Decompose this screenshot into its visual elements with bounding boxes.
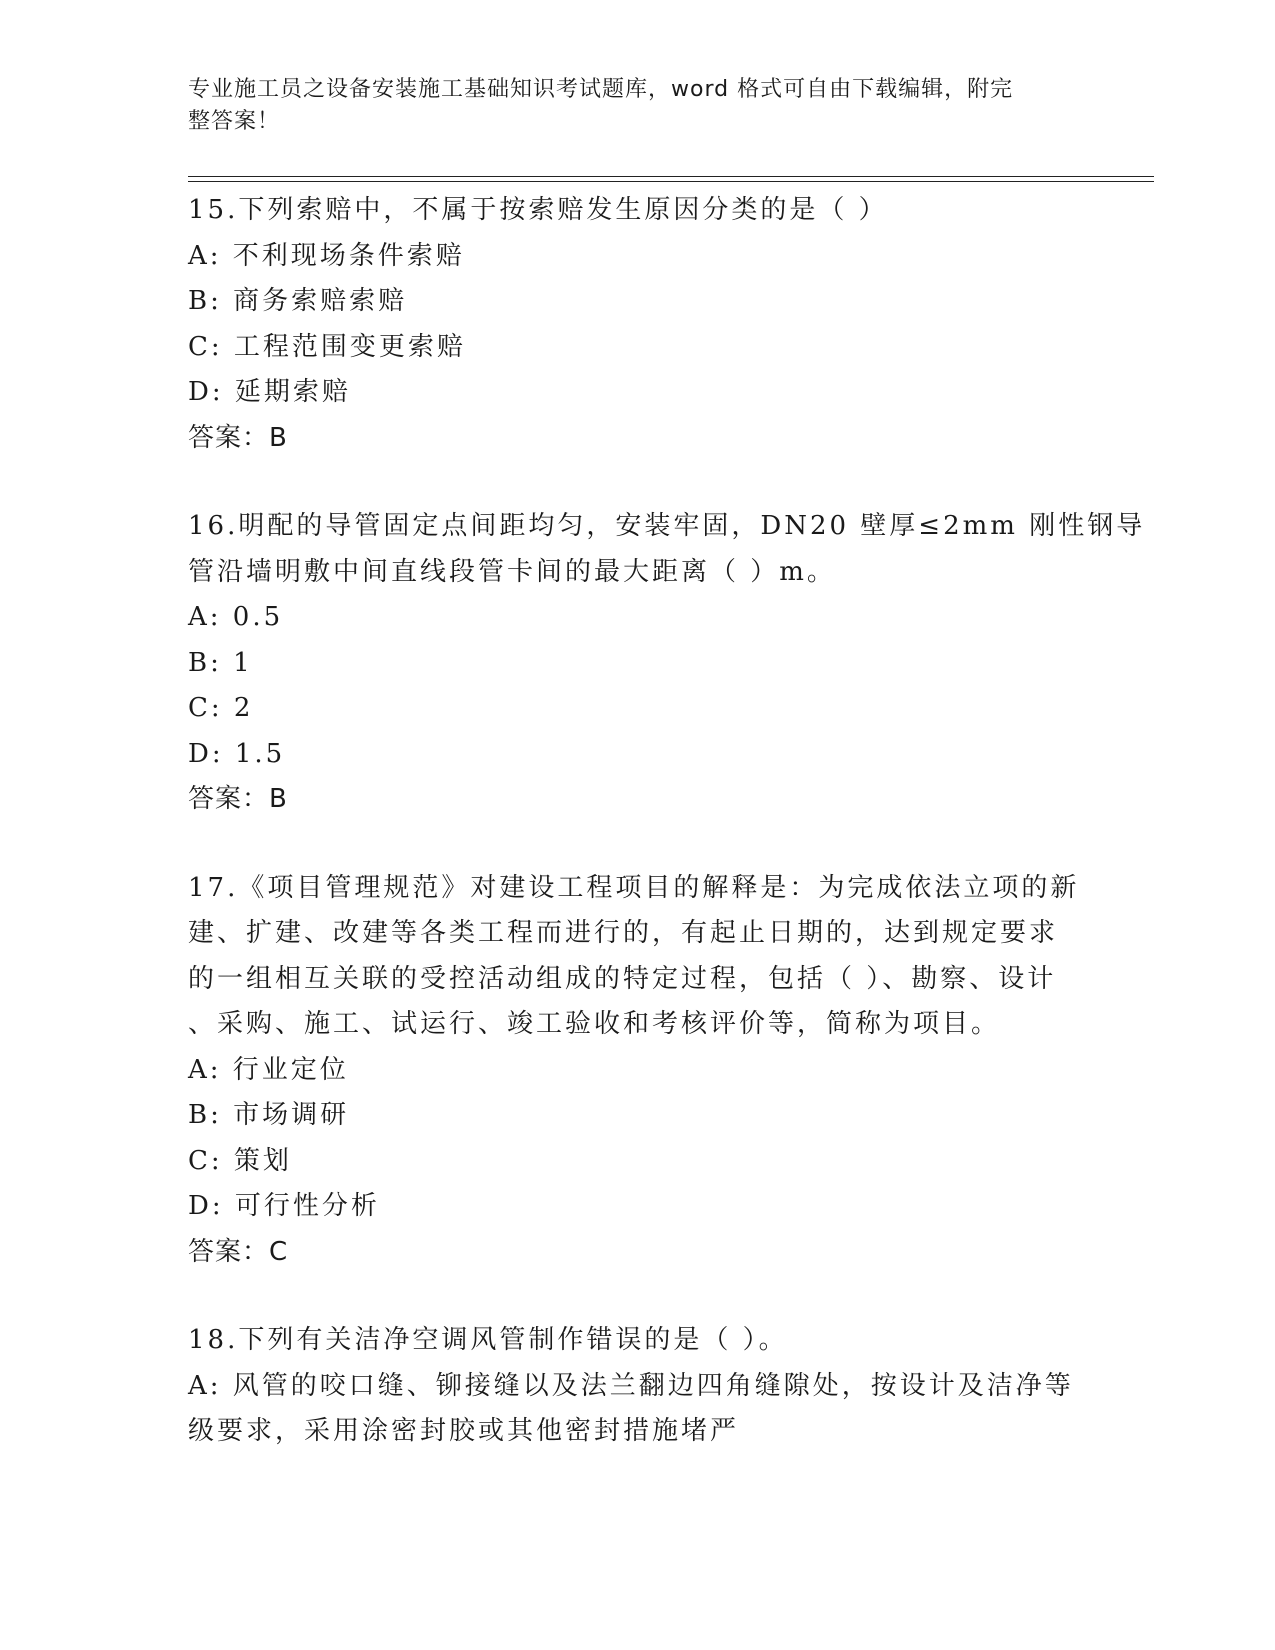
option-c: C: 工程范围变更索赔: [188, 331, 466, 362]
option-b: B: 1: [188, 647, 253, 678]
question-18: [188, 1318, 1078, 1455]
option-d: D: 延期索赔: [188, 377, 351, 407]
question-stem: 管沿墙明敷中间直线段管卡间的最大距离（ ）m。: [188, 556, 836, 587]
document-header: [188, 74, 1068, 138]
option-b: B: 市场调研: [188, 1100, 350, 1130]
answer-line: 答案：C: [188, 1236, 289, 1267]
header-line-2: 整答案！: [188, 109, 281, 134]
question-stem: 15.下列索赔中，不属于按索赔发生原因分类的是（ ）: [188, 195, 888, 225]
question-stem: 17.《项目管理规范》对建设工程项目的解释是：为完成依法立项的新: [188, 872, 1080, 903]
header-divider-bottom: [188, 181, 1154, 182]
question-stem: 、采购、施工、试运行、竣工验收和考核评价等，简称为项目。: [188, 1009, 1001, 1039]
question-17: [188, 866, 1078, 1276]
option-d: D: 1.5: [188, 738, 286, 769]
question-stem: 18.下列有关洁净空调风管制作错误的是（ ）。: [188, 1325, 788, 1355]
question-15: [188, 188, 1078, 461]
option-b: B: 商务索赔索赔: [188, 286, 408, 316]
question-stem: 16.明配的导管固定点间距均匀，安装牢固，DN20 壁厚≤2mm 刚性钢导: [188, 511, 1146, 541]
question-16: [188, 504, 1146, 823]
answer-line: 答案：B: [188, 422, 288, 453]
option-a: A: 风管的咬口缝、铆接缝以及法兰翻边四角缝隙处，按设计及洁净等: [188, 1370, 1074, 1401]
option-d: D: 可行性分析: [188, 1191, 380, 1221]
option-c: C: 2: [188, 693, 254, 723]
question-list: [188, 188, 1146, 1498]
option-a: A: 行业定位: [188, 1054, 349, 1085]
question-stem: 建、扩建、改建等各类工程而进行的，有起止日期的，达到规定要求: [188, 918, 1059, 948]
option-a: A: 不利现场条件索赔: [188, 240, 465, 271]
question-stem: 的一组相互关联的受控活动组成的特定过程，包括（ ）、勘察、设计: [188, 963, 1057, 994]
option-a-continued: 级要求，采用涂密封胶或其他密封措施堵严: [188, 1416, 740, 1446]
header-line-1: 专业施工员之设备安装施工基础知识考试题库，word 格式可自由下载编辑，附完: [188, 77, 1014, 102]
header-divider-top: [188, 176, 1154, 177]
answer-line: 答案：B: [188, 784, 288, 814]
option-c: C: 策划: [188, 1145, 292, 1176]
option-a: A: 0.5: [188, 602, 284, 632]
